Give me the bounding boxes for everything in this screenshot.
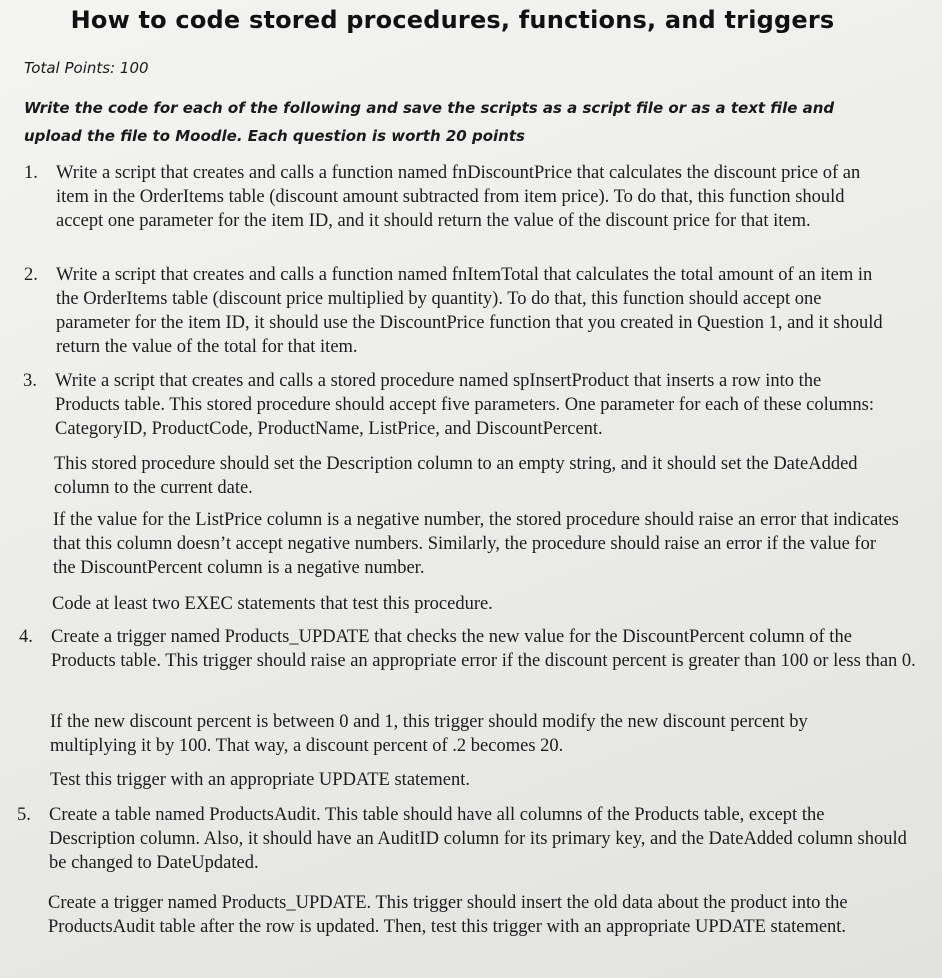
question-4-paragraph: If the new discount percent is between 0 and 1, this trigger should modify the new discount percent by multiplying it by 100. That way, a discount percent of .2 becomes 20. <box>50 712 808 756</box>
question-5 <box>17 803 909 875</box>
total-points: Total Points: 100 <box>24 59 149 77</box>
question-text: Create a table named ProductsAudit. This table should have all columns of the Products table, except the Description column. Also, it should have an AuditID column for its primary key, and the DateAdded column should be changed to DateUpdated. <box>49 805 907 873</box>
question-text: Create a trigger named Products_UPDATE that checks the new value for the DiscountPercent column of the Products table. This trigger should raise an appropriate error if the discount percent is greater than 100 or less than 0. <box>51 627 916 671</box>
question-3 <box>23 369 880 441</box>
question-number: 1. <box>24 163 38 183</box>
question-number: 4. <box>19 627 33 647</box>
question-3-paragraph: This stored procedure should set the Description column to an empty string, and it should set the DateAdded column to the current date. <box>54 454 858 498</box>
question-number: 5. <box>17 805 31 825</box>
question-text: Write a script that creates and calls a function named fnItemTotal that calculates the total amount of an item in the OrderItems table (discount price multiplied by quantity). To do that, this function should accept one parameter for the item ID, it should use the DiscountPrice function that you created in Question 1, and it should return the value of the total for that item. <box>56 265 883 357</box>
question-4 <box>19 625 916 673</box>
question-number: 2. <box>24 265 38 285</box>
question-3-paragraph: If the value for the ListPrice column is a negative number, the stored procedure should raise an error that indicates that this column doesn’t accept negative numbers. Similarly, the procedure should raise an error if the value for the DiscountPercent column is a negative number. <box>53 510 899 578</box>
question-3-paragraph: Code at least two EXEC statements that test this procedure. <box>52 594 493 614</box>
question-1 <box>24 161 866 233</box>
question-number: 3. <box>23 371 37 391</box>
page-title: How to code stored procedures, functions, and triggers <box>70 6 835 34</box>
instructions: Write the code for each of the following and save the scripts as a script file or as a text file and upload the file to Moodle. Each question is worth 20 points <box>24 99 835 145</box>
question-text: Write a script that creates and calls a function named fnDiscountPrice that calculates the discount price of an item in the OrderItems table (discount amount subtracted from item price). To do that, this function should accept one parameter for the item ID, and it should return the value of the discount price for that item. <box>56 163 861 231</box>
question-2 <box>24 263 894 359</box>
question-4-paragraph: Test this trigger with an appropriate UPDATE statement. <box>50 770 470 790</box>
question-text: Write a script that creates and calls a stored procedure named spInsertProduct that inserts a row into the Products table. This stored procedure should accept five parameters. One parameter for each of these columns: CategoryID, ProductCode, ProductName, ListPrice, and DiscountPercent. <box>55 371 875 439</box>
question-5-paragraph: Create a trigger named Products_UPDATE. This trigger should insert the old data about the product into the ProductsAudit table after the row is updated. Then, test this trigger with an appropriate UPDATE statement. <box>48 893 848 937</box>
